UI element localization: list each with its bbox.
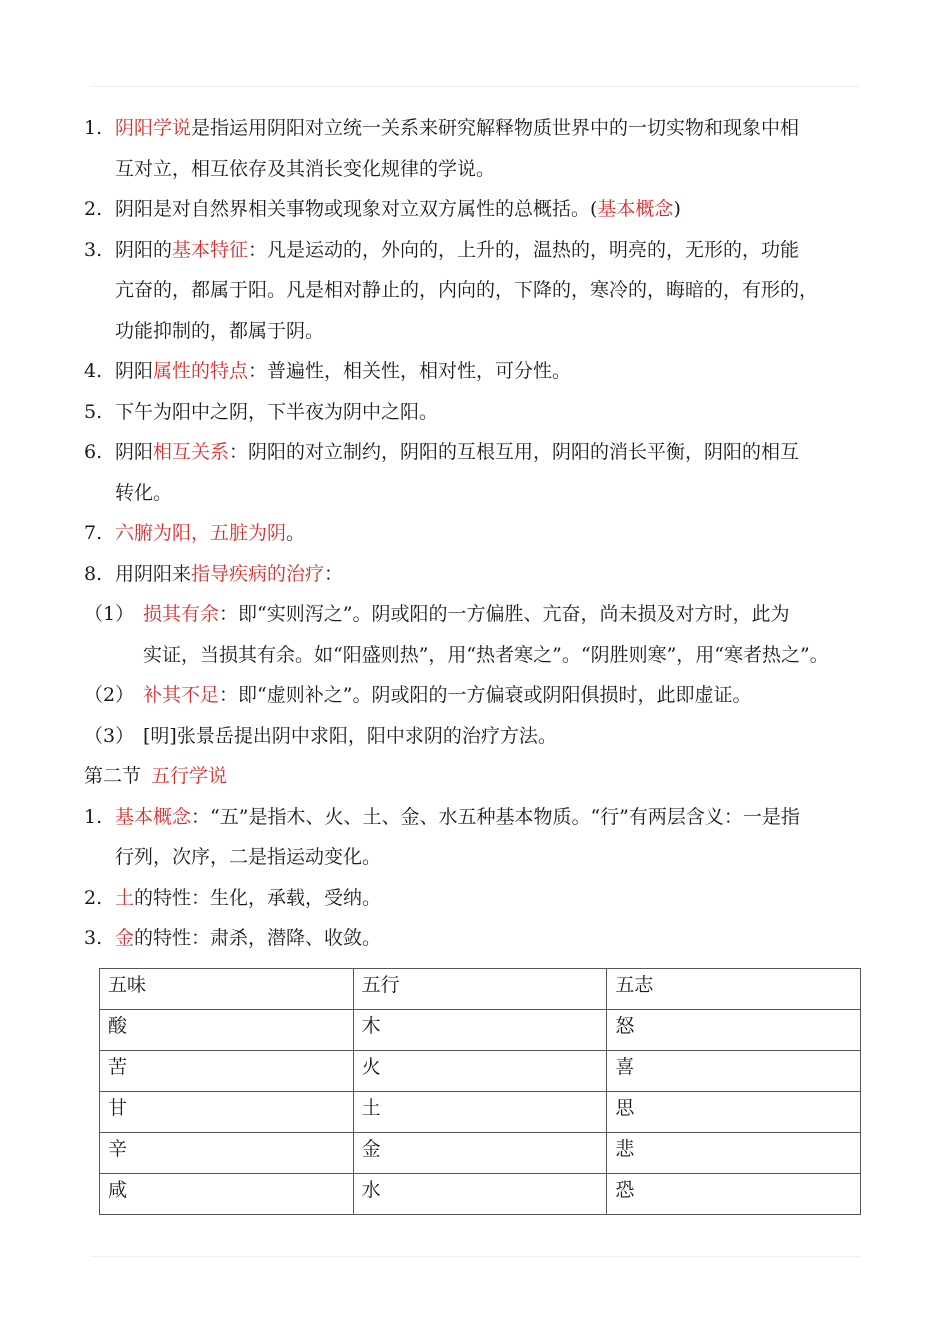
five-elements-table: [99, 968, 861, 1215]
key-term: 基本特征: [172, 238, 249, 261]
list-item-continuation: 亢奋的，都属于阳。凡是相对静止的，内向的，下降的，寒冷的，晦暗的，有形的，: [115, 279, 819, 301]
list-item-continuation: 互对立，相互依存及其消长变化规律的学说。: [115, 157, 496, 180]
key-term: 相互关系: [153, 441, 230, 463]
list-item: 7. 六腑为阳，五脏为阴。: [84, 522, 306, 544]
table-row: [100, 1051, 861, 1092]
table-cell: 咸: [100, 1174, 354, 1215]
key-term: 阴阳学说: [115, 117, 192, 139]
key-term: 六腑为阳，五脏为阴: [115, 522, 287, 544]
sub-list-item: （3） [明]张景岳提出阴中求阳，阳中求阴的治疗方法。: [84, 724, 557, 747]
table-cell: 悲: [607, 1133, 861, 1174]
table-row: [100, 1174, 861, 1215]
table-cell: 酸: [100, 1010, 354, 1051]
key-term: 补其不足: [143, 684, 220, 706]
list-item: 8. 用阴阳来指导疾病的治疗：: [84, 562, 344, 585]
list-item: 1. 基本概念：“五”是指木、火、土、金、水五种基本物质。“行”有两层含义：一是指: [84, 805, 800, 828]
table-cell: 木: [353, 1010, 607, 1051]
key-term: 金: [115, 927, 135, 949]
key-term: 基本概念: [115, 805, 192, 828]
table-header-cell: 五志: [607, 969, 861, 1010]
key-term: 损其有余: [143, 603, 220, 625]
table-cell: 辛: [100, 1133, 354, 1174]
table-cell: 水: [353, 1174, 607, 1215]
key-term: 指导疾病的治疗: [191, 562, 325, 585]
table-row: [100, 1092, 861, 1133]
list-item: 6. 阴阳相互关系：阴阳的对立制约，阴阳的互根互用，阴阳的消长平衡，阴阳的相互: [84, 441, 800, 463]
sub-list-item: （2） 补其不足：即“虚则补之”。阴或阳的一方偏衰或阴阳俱损时，此即虚证。: [84, 684, 752, 706]
table-cell: 苦: [100, 1051, 354, 1092]
table-cell: 金: [353, 1133, 607, 1174]
bottom-rule: [90, 1256, 860, 1257]
list-item: 2. 土的特性：生化，承载，受纳。: [84, 886, 382, 909]
table-cell: 思: [607, 1092, 861, 1133]
table-header-cell: 五味: [100, 969, 354, 1010]
list-item-continuation: 功能抑制的，都属于阴。: [115, 319, 325, 342]
list-item: 5. 下午为阳中之阴，下半夜为阴中之阳。: [84, 400, 439, 423]
table-row: [100, 1133, 861, 1174]
sub-list-item-continuation: 实证，当损其有余。如“阳盛则热”，用“热者寒之”。“阴胜则寒”，用“寒者热之”。: [143, 643, 829, 666]
table-header-cell: 五行: [353, 969, 607, 1010]
list-item: 3. 金的特性：肃杀，潜降、收敛。: [84, 927, 382, 949]
key-term: 土: [115, 886, 135, 909]
list-item-continuation: 行列，次序，二是指运动变化。: [115, 846, 382, 868]
section-label: 第二节: [84, 765, 142, 787]
list-item: 1. 阴阳学说是指运用阴阳对立统一关系来研究解释物质世界中的一切实物和现象中相: [84, 117, 800, 139]
key-term: 基本概念: [597, 198, 674, 220]
table-header-row: [100, 969, 861, 1010]
section-heading: [84, 756, 869, 797]
document-body: [84, 108, 869, 959]
table-cell: 火: [353, 1051, 607, 1092]
table-cell: 甘: [100, 1092, 354, 1133]
list-item: 2. 阴阳是对自然界相关事物或现象对立双方属性的总概括。(基本概念): [84, 198, 681, 220]
table-cell: 喜: [607, 1051, 861, 1092]
list-item: 3. 阴阳的基本特征：凡是运动的，外向的，上升的，温热的，明亮的，无形的，功能: [84, 238, 800, 261]
key-term: 属性的特点: [153, 360, 249, 382]
section-title: 五行学说: [151, 765, 228, 787]
table-cell: 怒: [607, 1010, 861, 1051]
table-cell: 恐: [607, 1174, 861, 1215]
list-item-continuation: 转化。: [115, 481, 173, 504]
table-row: [100, 1010, 861, 1051]
table-cell: 土: [353, 1092, 607, 1133]
top-rule: [90, 86, 860, 87]
sub-list-item: （1） 损其有余：即“实则泻之”。阴或阳的一方偏胜、亢奋，尚未损及对方时，此为: [84, 603, 790, 625]
list-item: 4. 阴阳属性的特点：普遍性，相关性，相对性，可分性。: [84, 360, 572, 382]
